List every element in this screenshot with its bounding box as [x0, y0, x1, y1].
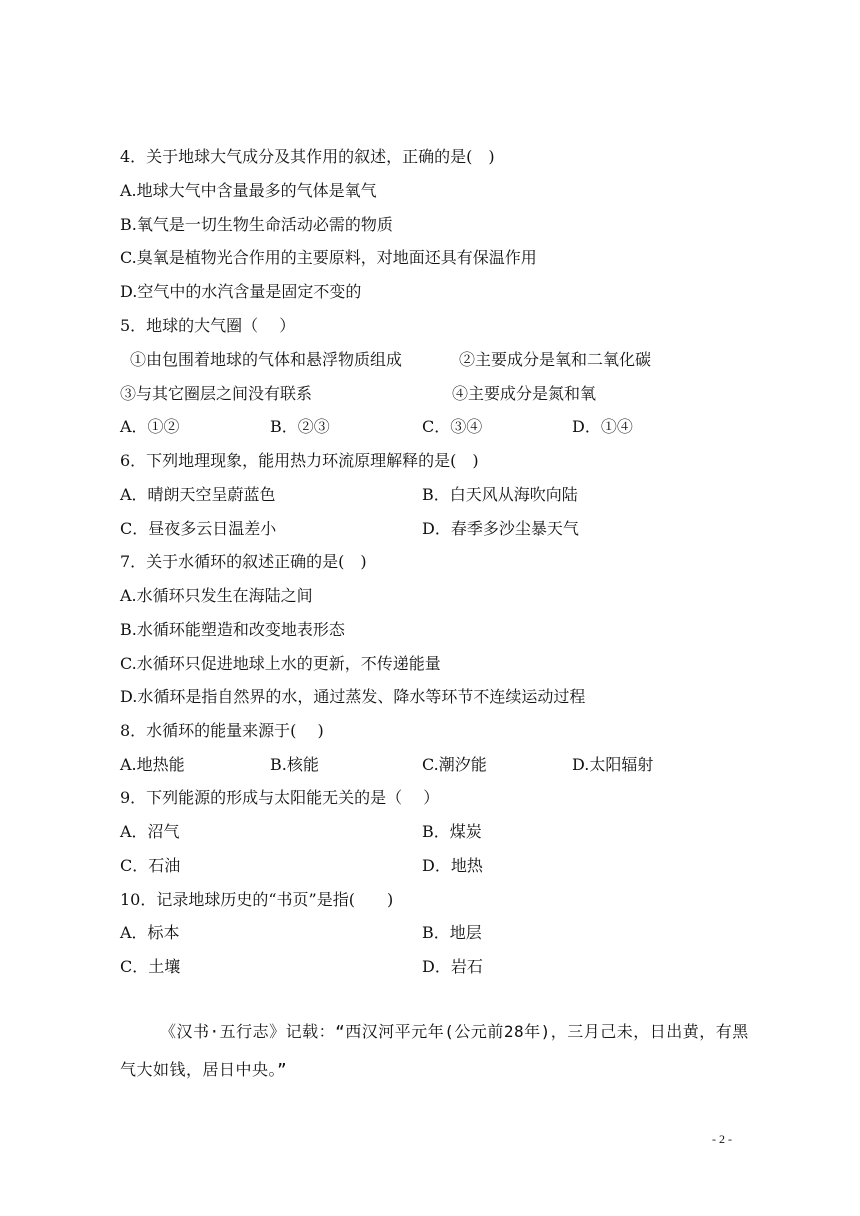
question-4-option-c: C.臭氧是植物光合作用的主要原料，对地面还具有保温作用 [120, 248, 537, 267]
question-9-option-a: A．沼气 [120, 822, 180, 841]
question-5-statement-3: ③与其它圈层之间没有联系 [120, 384, 313, 403]
question-5-option-d: D．①④ [572, 417, 633, 436]
question-6-option-d: D．春季多沙尘暴天气 [422, 519, 579, 538]
question-10-stem: 10．记录地球历史的“书页”是指( ) [120, 890, 394, 909]
page-number: - 2 - [712, 1132, 732, 1146]
question-5-statement-2: ②主要成分是氧和二氧化碳 [459, 350, 652, 369]
question-8-option-d: D.太阳辐射 [572, 755, 654, 774]
question-8-option-c: C.潮汐能 [422, 755, 487, 774]
question-7-stem: 7．关于水循环的叙述正确的是( ) [120, 552, 367, 571]
question-9-stem: 9．下列能源的形成与太阳能无关的是（ ） [120, 788, 440, 807]
question-5-option-b: B．②③ [270, 417, 330, 436]
question-10-option-d: D．岩石 [422, 957, 483, 976]
question-7-option-c: C.水循环只促进地球上水的更新，不传递能量 [120, 654, 441, 673]
question-6-stem: 6．下列地理现象，能用热力环流原理解释的是( ) [120, 451, 479, 470]
question-4-stem: 4．关于地球大气成分及其作用的叙述，正确的是( ) [120, 147, 495, 166]
question-10-option-c: C．土壤 [120, 957, 181, 976]
question-8-option-b: B.核能 [270, 755, 319, 774]
question-5-statement-1: ①由包围着地球的气体和悬浮物质组成 [130, 350, 403, 369]
question-10-option-b: B．地层 [422, 923, 482, 942]
reading-passage: 《汉书·五行志》记载：“西汉河平元年(公元前28年)，三月己未，日出黄，有黑气大如钱，居日中央。” [120, 1022, 749, 1079]
question-9-option-d: D．地热 [422, 856, 483, 875]
question-6-option-b: B．白天风从海吹向陆 [422, 485, 578, 504]
question-9-option-b: B．煤炭 [422, 822, 482, 841]
question-6-option-a: A．晴朗天空呈蔚蓝色 [120, 485, 276, 504]
question-6-option-c: C．昼夜多云日温差小 [120, 519, 277, 538]
question-10-option-a: A．标本 [120, 923, 180, 942]
question-9-option-c: C．石油 [120, 856, 181, 875]
question-4-option-d: D.空气中的水汽含量是固定不变的 [120, 282, 362, 301]
question-5-statement-4: ④主要成分是氮和氧 [452, 384, 597, 403]
question-7-option-b: B.水循环能塑造和改变地表形态 [120, 620, 345, 639]
question-4-option-a: A.地球大气中含量最多的气体是氧气 [120, 181, 377, 200]
question-4-option-b: B.氧气是一切生物生命活动必需的物质 [120, 215, 393, 234]
question-7-option-a: A.水循环只发生在海陆之间 [120, 586, 313, 605]
question-5-option-c: C．③④ [422, 417, 483, 436]
question-8-stem: 8．水循环的能量来源于( ) [120, 721, 324, 740]
question-7-option-d: D.水循环是指自然界的水，通过蒸发、降水等环节不连续运动过程 [120, 687, 586, 706]
question-5-option-a: A．①② [120, 417, 180, 436]
question-5-stem: 5．地球的大气圈（ ） [120, 316, 296, 335]
question-8-option-a: A.地热能 [120, 755, 185, 774]
